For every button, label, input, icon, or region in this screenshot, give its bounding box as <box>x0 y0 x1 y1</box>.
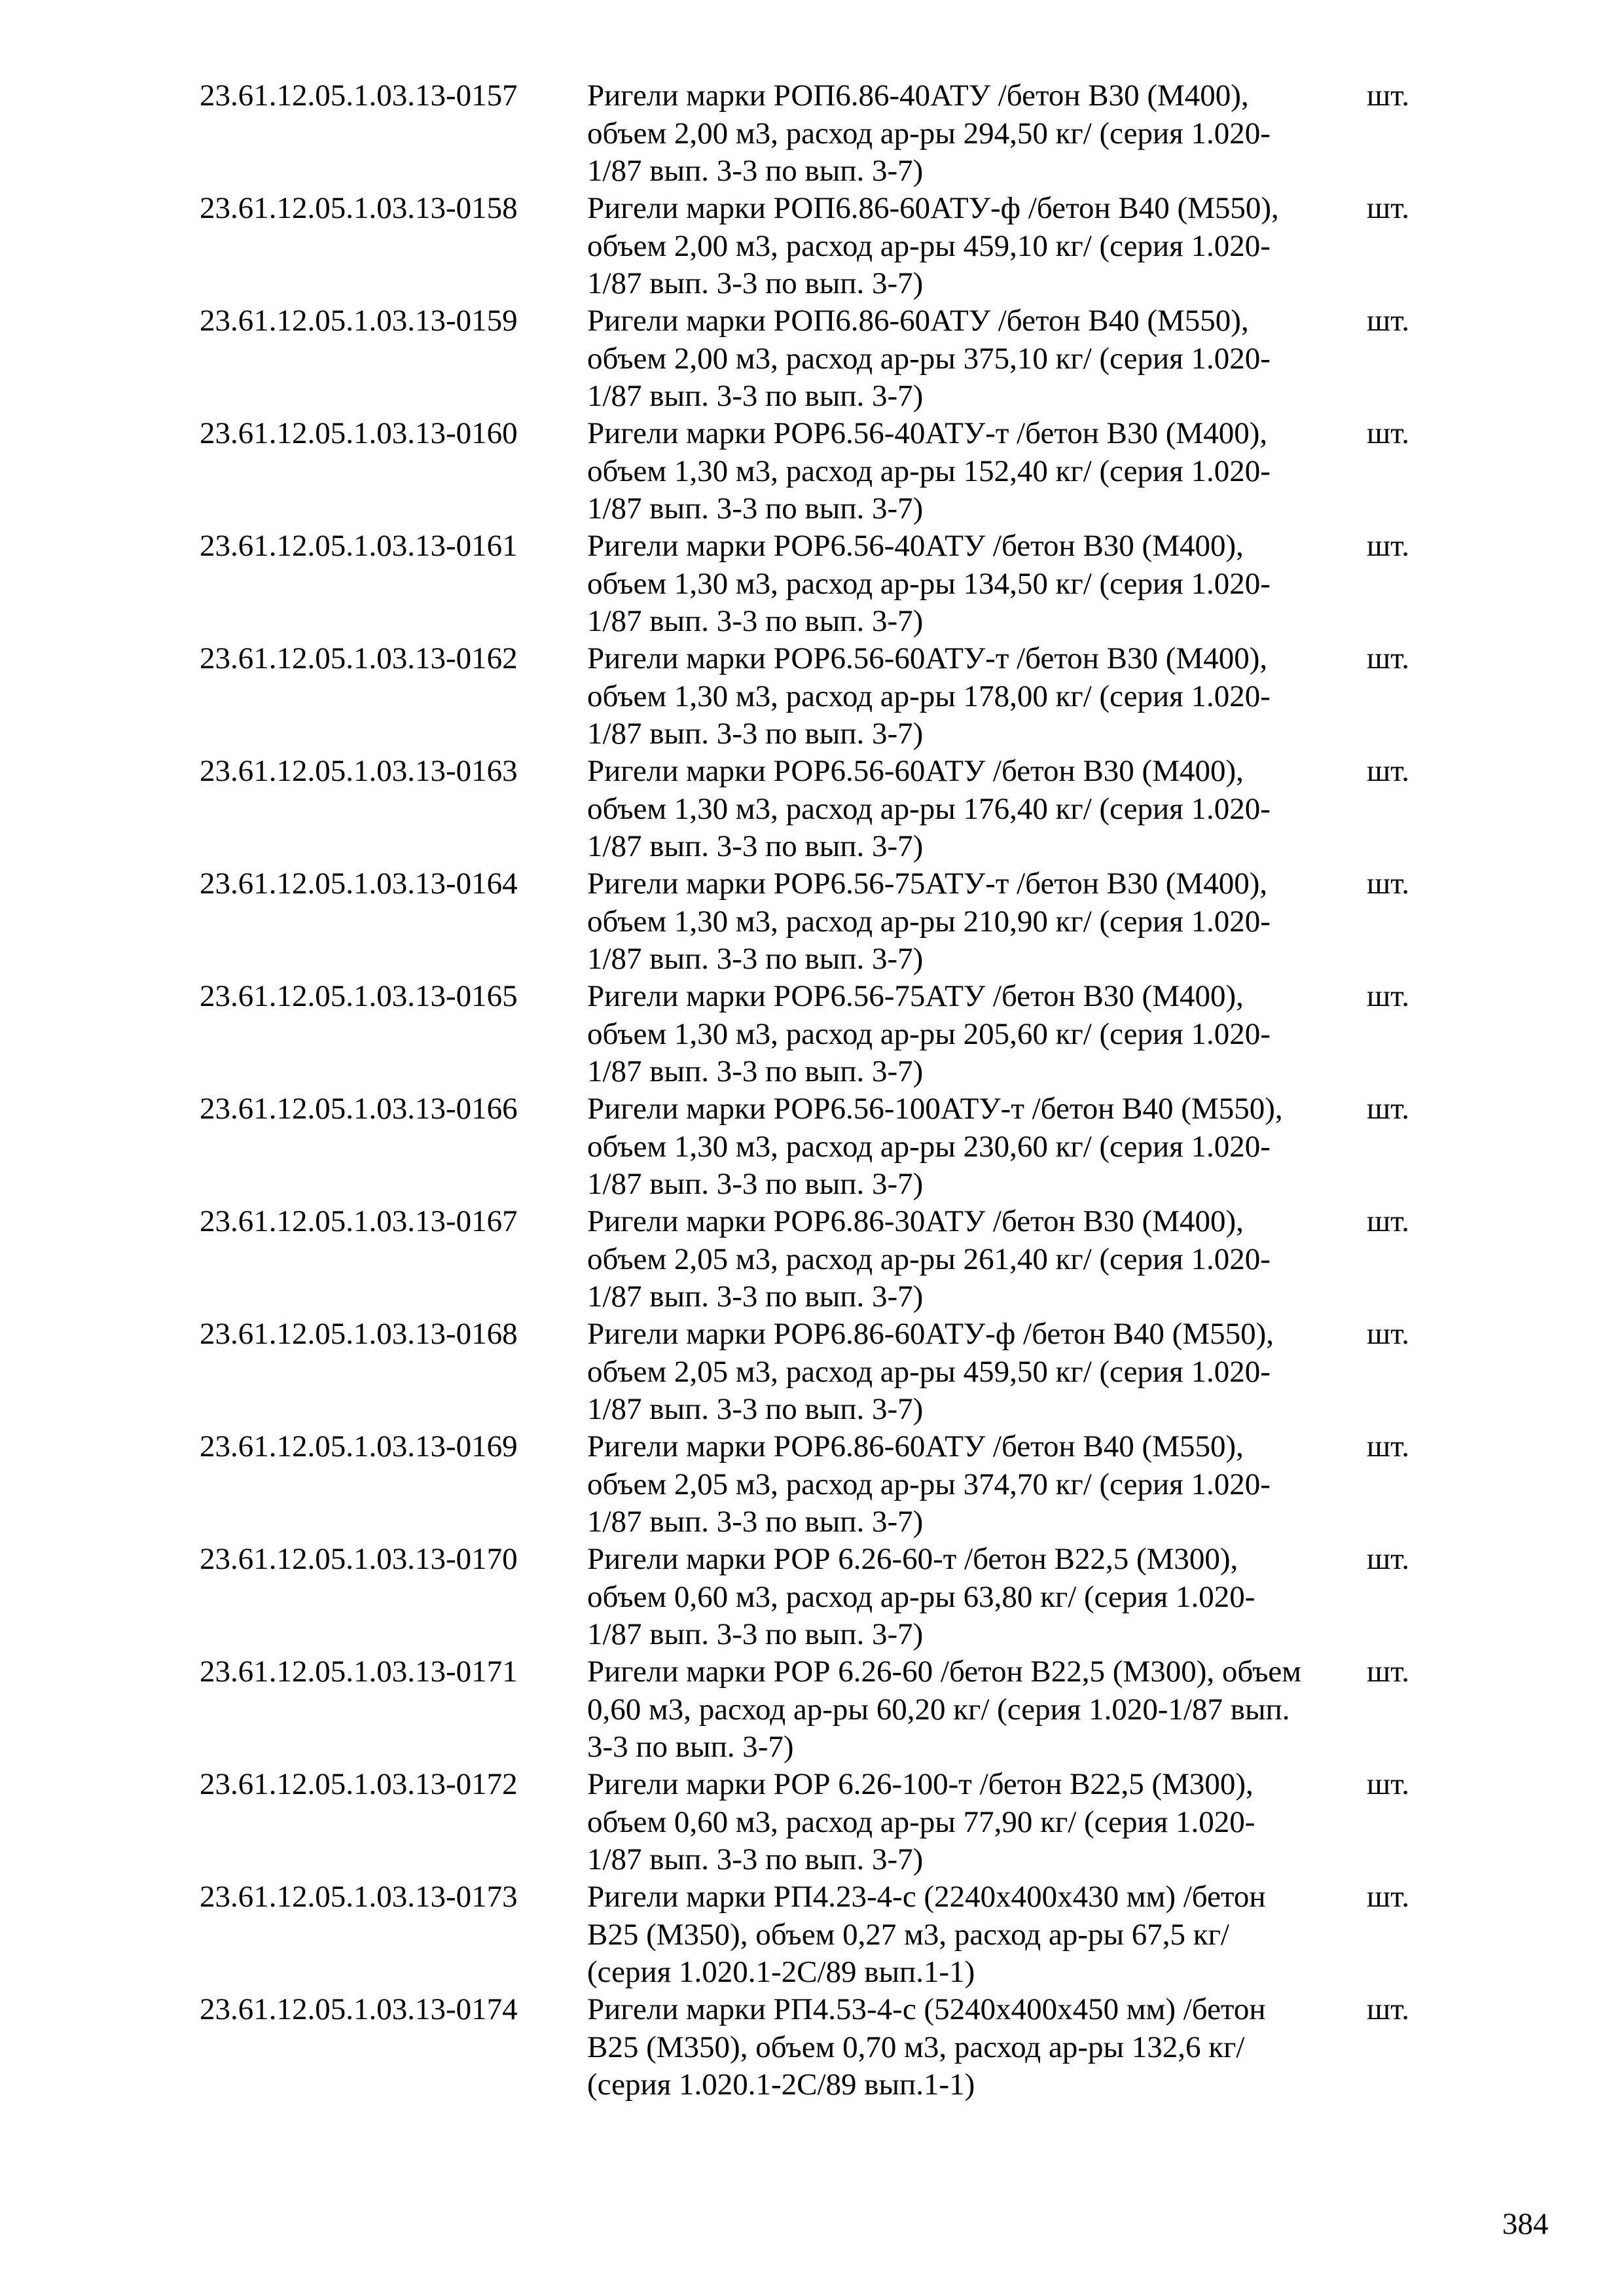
list-item <box>200 753 1443 865</box>
list-item <box>200 1766 1443 1878</box>
list-item <box>200 865 1443 978</box>
entry-code: 23.61.12.05.1.03.13-0165 <box>200 979 518 1013</box>
list-item <box>200 1316 1443 1428</box>
entry-unit: шт. <box>1367 754 1409 788</box>
entry-unit: шт. <box>1367 1204 1409 1238</box>
entry-description: Ригели марки РОР6.56-100АТУ-т /бетон В40 (М550), объем 1,30 м3, расход ар-ры 230,60 кг/ (серия 1.020- 1/87 вып. 3-3 по вып. 3-7) <box>587 1092 1283 1201</box>
entry-code: 23.61.12.05.1.03.13-0173 <box>200 1880 518 1914</box>
entry-code: 23.61.12.05.1.03.13-0167 <box>200 1204 518 1238</box>
list-item <box>200 1541 1443 1653</box>
list-item <box>200 528 1443 640</box>
entry-unit: шт. <box>1367 1542 1409 1576</box>
entry-code: 23.61.12.05.1.03.13-0164 <box>200 867 518 901</box>
entry-description: Ригели марки РОР6.56-75АТУ /бетон В30 (М400), объем 1,30 м3, расход ар-ры 205,60 кг/ (серия 1.020- 1/87 вып. 3-3 по вып. 3-7) <box>587 979 1271 1088</box>
entry-unit: шт. <box>1367 1655 1409 1689</box>
entry-unit: шт. <box>1367 1767 1409 1801</box>
list-item <box>200 415 1443 528</box>
entry-code: 23.61.12.05.1.03.13-0169 <box>200 1429 518 1463</box>
list-item <box>200 77 1443 190</box>
entry-description: Ригели марки РОР6.56-40АТУ /бетон В30 (М400), объем 1,30 м3, расход ар-ры 134,50 кг/ (серия 1.020- 1/87 вып. 3-3 по вып. 3-7) <box>587 529 1271 638</box>
list-item <box>200 1428 1443 1541</box>
entry-unit: шт. <box>1367 1429 1409 1463</box>
entry-description: Ригели марки РП4.23-4-с (2240х400х430 мм) /бетон В25 (М350), объем 0,27 м3, расход ар-ры 67,5 кг/ (серия 1.020.1-2С/89 вып.1-1) <box>587 1880 1266 1989</box>
entry-code: 23.61.12.05.1.03.13-0163 <box>200 754 518 788</box>
entry-description: Ригели марки РОР6.56-60АТУ /бетон В30 (М400), объем 1,30 м3, расход ар-ры 176,40 кг/ (серия 1.020- 1/87 вып. 3-3 по вып. 3-7) <box>587 754 1271 863</box>
entry-code: 23.61.12.05.1.03.13-0171 <box>200 1655 518 1689</box>
list-item <box>200 190 1443 302</box>
entry-description: Ригели марки РОР 6.26-60-т /бетон В22,5 (М300), объем 0,60 м3, расход ар-ры 63,80 кг/ (серия 1.020- 1/87 вып. 3-3 по вып. 3-7) <box>587 1542 1255 1651</box>
list-item <box>200 302 1443 415</box>
entry-unit: шт. <box>1367 304 1409 338</box>
entry-unit: шт. <box>1367 1317 1409 1351</box>
entry-unit: шт. <box>1367 979 1409 1013</box>
entry-unit: шт. <box>1367 1992 1409 2026</box>
entry-description: Ригели марки РОР6.86-60АТУ /бетон В40 (М550), объем 2,05 м3, расход ар-ры 374,70 кг/ (серия 1.020- 1/87 вып. 3-3 по вып. 3-7) <box>587 1429 1271 1539</box>
entry-code: 23.61.12.05.1.03.13-0170 <box>200 1542 518 1576</box>
entry-code: 23.61.12.05.1.03.13-0160 <box>200 416 518 450</box>
entry-unit: шт. <box>1367 1092 1409 1126</box>
entry-unit: шт. <box>1367 191 1409 225</box>
list-item <box>200 640 1443 753</box>
entry-description: Ригели марки РОР6.86-60АТУ-ф /бетон В40 (М550), объем 2,05 м3, расход ар-ры 459,50 кг/ (серия 1.020- 1/87 вып. 3-3 по вып. 3-7) <box>587 1317 1274 1426</box>
entry-description: Ригели марки РОР 6.26-100-т /бетон В22,5 (М300), объем 0,60 м3, расход ар-ры 77,90 кг/ (серия 1.020- 1/87 вып. 3-3 по вып. 3-7) <box>587 1767 1255 1876</box>
page-number: 384 <box>1502 2207 1549 2241</box>
entry-code: 23.61.12.05.1.03.13-0157 <box>200 79 518 113</box>
entry-unit: шт. <box>1367 641 1409 675</box>
entry-description: Ригели марки РОР6.56-60АТУ-т /бетон В30 (М400), объем 1,30 м3, расход ар-ры 178,00 кг/ (серия 1.020- 1/87 вып. 3-3 по вып. 3-7) <box>587 641 1271 751</box>
entry-unit: шт. <box>1367 529 1409 563</box>
list-item <box>200 1878 1443 1991</box>
entry-code: 23.61.12.05.1.03.13-0161 <box>200 529 518 563</box>
entry-description: Ригели марки РП4.53-4-с (5240х400х450 мм) /бетон В25 (М350), объем 0,70 м3, расход ар-ры 132,6 кг/ (серия 1.020.1-2С/89 вып.1-1) <box>587 1992 1266 2102</box>
list-item <box>200 1090 1443 1203</box>
entry-description: Ригели марки РОП6.86-60АТУ-ф /бетон В40 (М550), объем 2,00 м3, расход ар-ры 459,10 кг/ (серия 1.020- 1/87 вып. 3-3 по вып. 3-7) <box>587 191 1279 300</box>
entry-description: Ригели марки РОП6.86-40АТУ /бетон В30 (М400), объем 2,00 м3, расход ар-ры 294,50 кг/ (серия 1.020- 1/87 вып. 3-3 по вып. 3-7) <box>587 79 1271 188</box>
entry-description: Ригели марки РОР6.86-30АТУ /бетон В30 (М400), объем 2,05 м3, расход ар-ры 261,40 кг/ (серия 1.020- 1/87 вып. 3-3 по вып. 3-7) <box>587 1204 1271 1314</box>
entry-code: 23.61.12.05.1.03.13-0174 <box>200 1992 518 2026</box>
entry-description: Ригели марки РОР6.56-40АТУ-т /бетон В30 (М400), объем 1,30 м3, расход ар-ры 152,40 кг/ (серия 1.020- 1/87 вып. 3-3 по вып. 3-7) <box>587 416 1271 526</box>
entry-code: 23.61.12.05.1.03.13-0162 <box>200 641 518 675</box>
entry-unit: шт. <box>1367 79 1409 113</box>
entry-unit: шт. <box>1367 867 1409 901</box>
entry-code: 23.61.12.05.1.03.13-0158 <box>200 191 518 225</box>
entry-unit: шт. <box>1367 1880 1409 1914</box>
entry-description: Ригели марки РОП6.86-60АТУ /бетон В40 (М550), объем 2,00 м3, расход ар-ры 375,10 кг/ (серия 1.020- 1/87 вып. 3-3 по вып. 3-7) <box>587 304 1271 413</box>
entries-list <box>200 77 1443 2104</box>
entry-unit: шт. <box>1367 416 1409 450</box>
entry-code: 23.61.12.05.1.03.13-0159 <box>200 304 518 338</box>
entry-code: 23.61.12.05.1.03.13-0172 <box>200 1767 518 1801</box>
list-item <box>200 1653 1443 1766</box>
list-item <box>200 978 1443 1090</box>
entry-description: Ригели марки РОР 6.26-60 /бетон В22,5 (М300), объем 0,60 м3, расход ар-ры 60,20 кг/ (серия 1.020-1/87 вып. 3-3 по вып. 3-7) <box>587 1655 1302 1764</box>
entry-code: 23.61.12.05.1.03.13-0166 <box>200 1092 518 1126</box>
list-item <box>200 1991 1443 2104</box>
entry-code: 23.61.12.05.1.03.13-0168 <box>200 1317 518 1351</box>
entry-description: Ригели марки РОР6.56-75АТУ-т /бетон В30 (М400), объем 1,30 м3, расход ар-ры 210,90 кг/ (серия 1.020- 1/87 вып. 3-3 по вып. 3-7) <box>587 867 1271 976</box>
list-item <box>200 1203 1443 1316</box>
